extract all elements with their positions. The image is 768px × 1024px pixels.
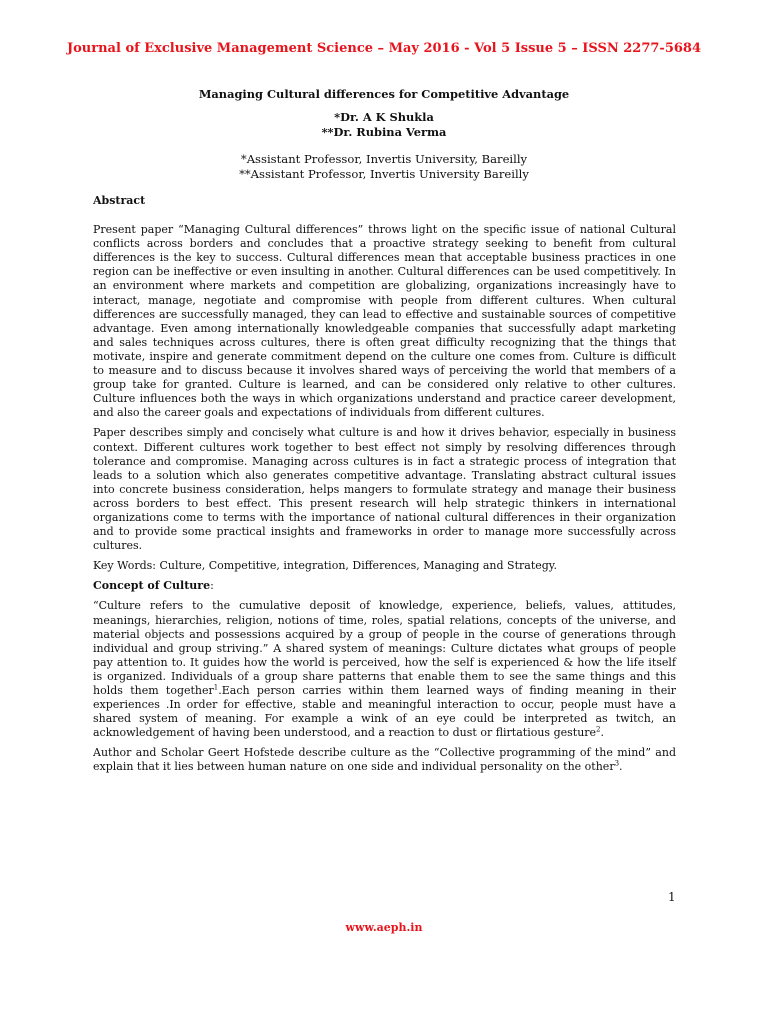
footnote-ref-2: 2 <box>596 725 601 734</box>
abstract-paragraph-1: Present paper “Managing Cultural differences” throws light on the specific issue of national Cultural conflicts across borders and concludes that a proactive strategy seeking to benefit from cultural differences is the key to success. Cultural differences mean that acceptable business practices in one region can be ineffective or even insulting in another. Cultural differences can be used competitively. In an environment where markets and competition are globalizing, organizations increasingly have to interact, manage, negotiate and compromise with people from different cultures. When cultural differences are successfully managed, they can lead to effective and sustainable sources of competitive advantage. Even among internationally knowledgeable companies that successfully adapt marketing and sales techniques across cultures, there is often great difficulty recognizing that the things that motivate, inspire and generate commitment depend on the culture one comes from. Culture is difficult to measure and to discuss because it involves shared ways of perceiving the world that members of a group take for granted. Culture is learned, and can be considered only relative to other cultures. Culture influences both the ways in which organizations understand and practice career development, and also the career goals and expectations of individuals from different cultures. <box>93 223 676 420</box>
footer-website-link[interactable]: www.aeph.in <box>345 921 423 934</box>
concept-p2-text: Author and Scholar Geert Hofstede describe culture as the “Collective programming of the mind” and explain that it lies between human nature on one side and individual personality on the other <box>93 746 676 774</box>
concept-paragraph-2 <box>93 746 676 774</box>
concept-heading-text: Concept of Culture <box>93 579 211 593</box>
concept-paragraph-1 <box>93 599 676 740</box>
concept-heading <box>93 579 676 593</box>
affiliation-list <box>0 152 768 182</box>
concept-p1-text-2: .Each person carries within them learned ways of finding meaning in their experiences .In order for effective, stable and meaningful interaction to occur, people must have a shared system of meaning. For example a wink of an eye could be interpreted as twitch, an acknowledgement of having been understood, and a reaction to dust or flirtatious gesture <box>93 684 676 740</box>
concept-p2-end: . <box>619 760 623 774</box>
keywords: Key Words: Culture, Competitive, integration, Differences, Managing and Strategy. <box>93 559 558 573</box>
page-number: 1 <box>668 890 676 904</box>
paper-title: Managing Cultural differences for Competitive Advantage <box>198 87 570 101</box>
footnote-ref-3: 3 <box>614 759 620 768</box>
paper-body <box>93 194 676 781</box>
author-2: **Dr. Rubina Verma <box>321 125 447 139</box>
concept-p1-text: “Culture refers to the cumulative deposit of knowledge, experience, beliefs, values, attitudes, meanings, hierarchies, religion, notions of time, roles, spatial relations, concepts of the universe, and material objects and possessions acquired by a group of people in the course of generations through individual and group striving.” A shared system of meanings: Culture dictates what groups of people pay attention to. It guides how the world is perceived, how the self is experienced & how the life itself is organized. Individuals of a group share patterns that enable them to see the same things and this holds them together <box>93 599 676 697</box>
author-1: *Dr. A K Shukla <box>334 110 434 124</box>
journal-header: Journal of Exclusive Management Science – May 2016 - Vol 5 Issue 5 – ISSN 2277-5684 <box>66 41 701 56</box>
concept-p1-end: . <box>600 726 605 740</box>
footnote-ref-1: 1 <box>213 683 219 692</box>
concept-heading-colon: : <box>210 579 214 593</box>
abstract-heading: Abstract <box>93 194 146 207</box>
abstract-paragraph-2: Paper describes simply and concisely what culture is and how it drives behavior, especially in business context. Different cultures work together to best effect not simply by resolving differences through tolerance and compromise. Managing across cultures is in fact a strategic process of integration that leads to a solution which also generates competitive advantage. Translating abstract cultural issues into concrete business consideration, helps mangers to formulate strategy and manage their business across borders to best effect. This present research will help strategic thinkers in international organizations come to terms with the importance of national cultural differences in their organization and to provide some practical insights and frameworks in order to manage more successfully across cultures. <box>93 426 676 553</box>
affiliation-1: *Assistant Professor, Invertis University, Bareilly <box>240 152 528 166</box>
author-list <box>0 110 768 140</box>
affiliation-2: **Assistant Professor, Invertis University Bareilly <box>239 167 529 181</box>
